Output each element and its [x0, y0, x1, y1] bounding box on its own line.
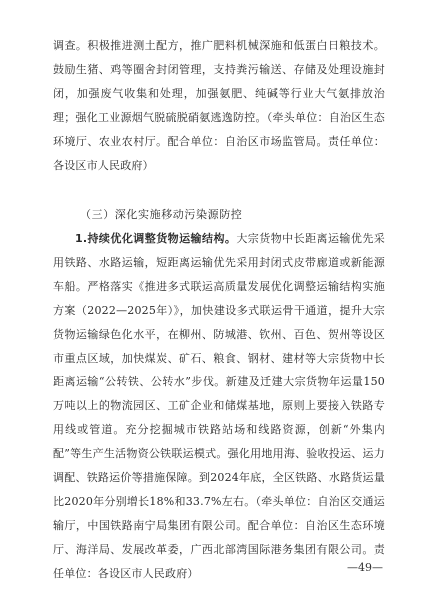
paragraph-agriculture-ammonia: 调查。积极推进测土配方，推广肥料机械深施和低蛋白日粮技术。鼓励生猪、鸡等圈舍封闭管理，支持粪污输送、存储及处理设施封闭，加强废气收集和处理，加强氨肥、纯碱等行业大气氨排放治理；强化工业源烟气脱硫脱硝氨逃逸防控。（牵头单位：自治区生态环境厅、农业农村厅。配合单位：自治区市场监管局。责任单位：各设区市人民政府）: [53, 39, 385, 172]
paragraph-freight-structure: [53, 227, 385, 586]
page-number: —49—: [347, 561, 383, 574]
section-heading-mobile-pollution: （三）深化实施移动污染源防控: [80, 208, 243, 221]
paragraph-body: 大宗货物中长距离运输优先采用铁路、水路运输，短距离运输优先采用封闭式皮带廊道或新能源车船。严格落实《推进多式联运高质量发展优化调整运输结构实施方案（2022—2025年）》，加快建设多式联运骨干通道，提升大宗货物运输绿色化水平，在柳州、防城港、钦州、百色、贺州等设区市重点区域，加快煤炭、矿石、粮食、钢材、建材等大宗货物中长距离运输“公转铁、公转水”步伐。新建及迁建大宗货物年运量150万吨以上的物流园区、工矿企业和储煤基地，原则上要接入铁路专用线或管道。充分挖掘城市铁路站场和线路资源，创新“外集内配”等生产生活物资公铁联运模式。强化用地用海、验收投运、运力调配、铁路运价等措施保障。到2024年底，全区铁路、水路货运量比2020年分别增长18%和33.7%左右。（牵头单位：自治区交通运输厅，中国铁路南宁局集团有限公司。配合单位：自治区生态环境厅、海洋局、发展改革委，广西北部湾国际港务集团有限公司。责任单位：各设区市人民政府）: [53, 232, 385, 580]
paragraph-lead-title: 1.持续优化调整货物运输结构。: [75, 232, 237, 245]
